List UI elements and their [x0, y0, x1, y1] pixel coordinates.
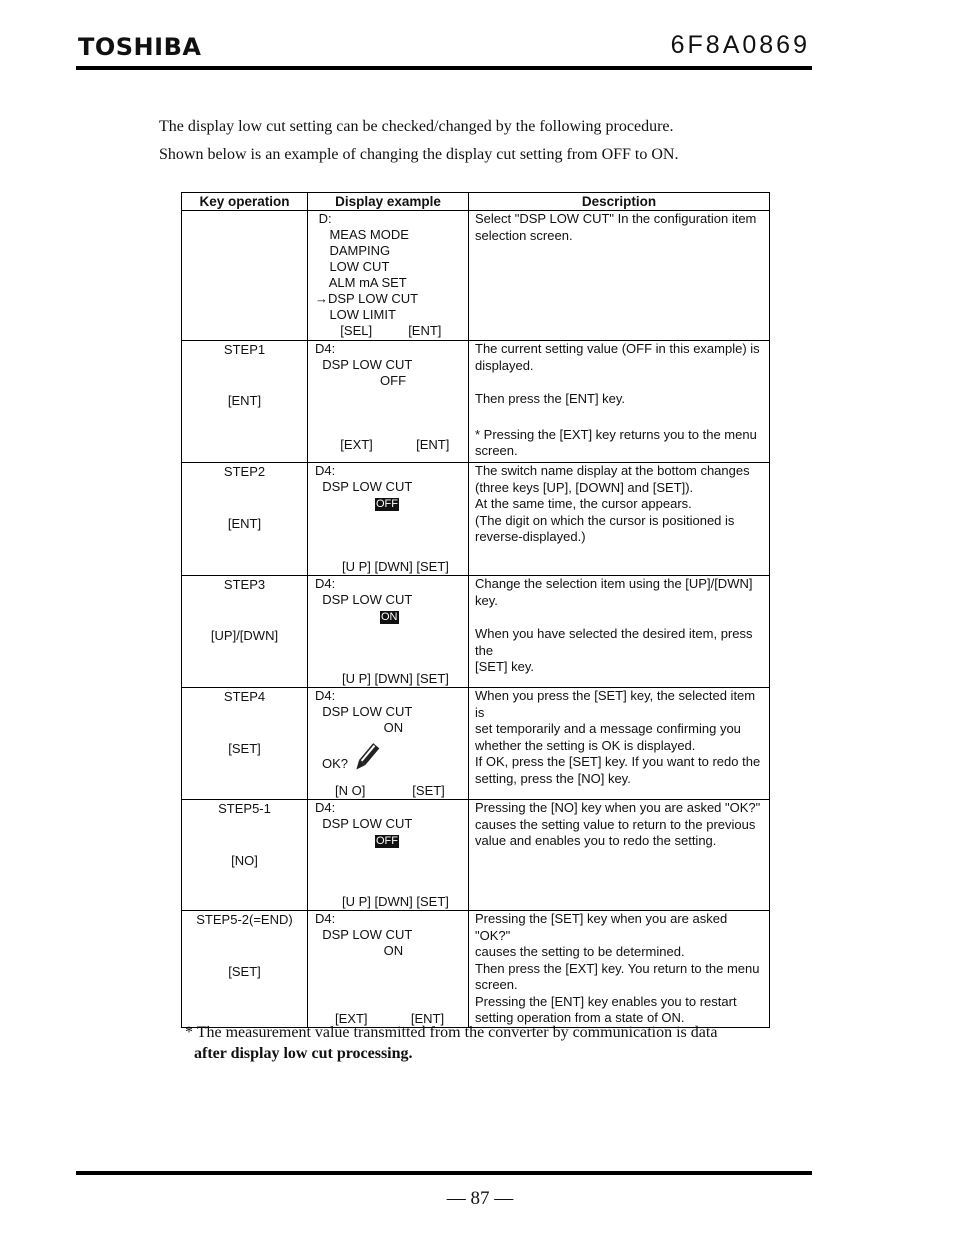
- display-line: D4:: [315, 800, 336, 815]
- footnote-line-1: * The measurement value transmitted from the converter by communication is data: [185, 1024, 718, 1041]
- display-line: DSP LOW CUT: [315, 704, 413, 719]
- key-name: [ENT]: [227, 393, 262, 408]
- display-blank: [315, 389, 468, 405]
- description-line: setting, press the [NO] key.: [475, 770, 631, 786]
- display-line: D4:: [315, 911, 336, 926]
- description-cell: [469, 341, 770, 463]
- description-line: value and enables you to redo the setting.: [475, 833, 717, 848]
- intro-line-2: Shown below is an example of changing the display cut setting from OFF to ON.: [159, 146, 679, 163]
- description-line: displayed.: [475, 357, 534, 373]
- document-number: 6F8A0869: [670, 31, 810, 59]
- description-cell: [469, 463, 770, 576]
- key-name: [SET]: [228, 964, 261, 979]
- display-softkeys: [N O] [SET]: [335, 783, 445, 798]
- display-example-cell: [308, 341, 469, 463]
- description-line: Pressing the [ENT] key enables you to restart: [475, 993, 737, 1009]
- display-softkeys: [EXT] [ENT]: [315, 437, 450, 452]
- description-spacer: [475, 408, 765, 427]
- display-line-selected: →DSP LOW CUT: [315, 291, 419, 306]
- key-operation-cell: [182, 911, 308, 1028]
- display-line: ALM mA SET: [315, 275, 407, 290]
- description-line: (The digit on which the cursor is positioned is: [475, 512, 735, 528]
- description-spacer: [475, 374, 765, 391]
- header-key-operation: Key operation: [182, 193, 308, 211]
- header-display-example: Display example: [308, 193, 469, 211]
- table-row: [182, 211, 770, 341]
- description-line: key.: [475, 592, 498, 608]
- display-value: ON: [315, 943, 404, 958]
- display-blank: [315, 421, 468, 437]
- description-line: screen.: [475, 977, 518, 992]
- key-operation-cell: [182, 688, 308, 800]
- display-line: D4:: [315, 463, 336, 478]
- display-example-cell: [308, 576, 469, 688]
- display-softkeys: [U P] [DWN] [SET]: [342, 894, 449, 909]
- key-name: [NO]: [231, 853, 258, 868]
- reverse-display-value: OFF: [376, 835, 398, 847]
- description-line: Then press the [ENT] key.: [475, 391, 626, 406]
- display-example-cell: [308, 911, 469, 1028]
- display-line: D4:: [315, 688, 336, 703]
- key-name: [UP]/[DWN]: [210, 628, 279, 643]
- step-label: STEP4: [223, 689, 266, 704]
- display-line: D4:: [315, 576, 336, 591]
- header-description: Description: [469, 193, 770, 211]
- display-line: DSP LOW CUT: [315, 816, 413, 831]
- procedure-table: [181, 192, 770, 1028]
- display-line: D4:: [315, 341, 336, 356]
- display-line: DAMPING: [315, 243, 391, 258]
- display-prompt: OK?: [322, 756, 349, 771]
- key-operation-cell: [182, 800, 308, 911]
- description-line: (three keys [UP], [DOWN] and [SET]).: [475, 479, 694, 495]
- description-line: When you press the [SET] key, the selected item is: [475, 688, 756, 720]
- step-label: STEP1: [223, 342, 266, 357]
- description-line: [SET] key.: [475, 659, 534, 674]
- key-operation-cell: [182, 576, 308, 688]
- key-operation-cell: [182, 211, 308, 341]
- description-line: Change the selection item using the [UP]/[DWN]: [475, 576, 753, 591]
- description-line: Pressing the [NO] key when you are asked "OK?": [475, 800, 761, 815]
- table-row: [182, 463, 770, 576]
- display-value: OFF: [315, 373, 407, 388]
- table-row: [182, 911, 770, 1028]
- table-row: [182, 341, 770, 463]
- description-line: set temporarily and a message confirming you: [475, 721, 741, 736]
- description-line: causes the setting to be determined.: [475, 944, 685, 959]
- description-line: selection screen.: [475, 227, 573, 243]
- description-line: If OK, press the [SET] key. If you want to redo the: [475, 754, 761, 769]
- display-line: DSP LOW CUT: [315, 927, 413, 942]
- key-name: [SET]: [228, 741, 261, 756]
- display-line: LOW LIMIT: [315, 307, 396, 322]
- step-label: STEP3: [223, 577, 266, 592]
- step-label: STEP5-2(=END): [196, 912, 293, 927]
- display-line: DSP LOW CUT: [315, 479, 413, 494]
- description-cell: [469, 800, 770, 911]
- description-line: setting operation from a state of ON.: [475, 1010, 685, 1025]
- table-header-row: [182, 193, 770, 211]
- description-spacer: [475, 609, 765, 626]
- brand-logo: TOSHIBA: [78, 33, 202, 61]
- display-softkeys: [EXT] [ENT]: [335, 1010, 445, 1026]
- description-line: Select "DSP LOW CUT" In the configuration item: [475, 211, 757, 226]
- reverse-display-value: ON: [381, 611, 398, 623]
- display-line: MEAS MODE: [315, 227, 409, 242]
- description-cell: [469, 911, 770, 1028]
- description-line: screen.: [475, 443, 518, 458]
- display-example-cell: [308, 211, 469, 341]
- description-cell: [469, 211, 770, 341]
- display-value: ON: [315, 720, 404, 735]
- description-line: whether the setting is OK is displayed.: [475, 737, 696, 753]
- display-example-cell: [308, 800, 469, 911]
- key-operation-cell: [182, 341, 308, 463]
- display-line: LOW CUT: [315, 259, 390, 274]
- pencil-icon: [348, 740, 384, 776]
- display-softkeys: [SEL] [ENT]: [315, 323, 442, 338]
- description-cell: [469, 688, 770, 800]
- description-line: At the same time, the cursor appears.: [475, 496, 692, 511]
- reverse-display-value: OFF: [376, 498, 398, 510]
- display-softkeys: [U P] [DWN] [SET]: [342, 671, 449, 686]
- display-line: DSP LOW CUT: [315, 357, 413, 372]
- key-operation-cell: [182, 463, 308, 576]
- display-line: DSP LOW CUT: [315, 592, 413, 607]
- description-line: The current setting value (OFF in this example) is: [475, 341, 760, 356]
- description-line: Pressing the [SET] key when you are asked "OK?": [475, 911, 728, 943]
- description-line: reverse-displayed.): [475, 529, 586, 544]
- display-blank: [315, 405, 468, 421]
- step-label: STEP5-1: [218, 801, 271, 816]
- key-name: [ENT]: [227, 516, 262, 531]
- description-line: The switch name display at the bottom changes: [475, 463, 750, 478]
- table-row: [182, 800, 770, 911]
- display-example-cell: [308, 688, 469, 800]
- description-cell: [469, 576, 770, 688]
- header-rule: [76, 66, 812, 70]
- step-label: STEP2: [223, 464, 266, 479]
- table-row: [182, 576, 770, 688]
- page-number: — 87 —: [446, 1188, 514, 1209]
- display-example-cell: [308, 463, 469, 576]
- description-line: causes the setting value to return to the previous: [475, 816, 756, 832]
- table-row: [182, 688, 770, 800]
- intro-line-1: The display low cut setting can be checked/changed by the following procedure.: [159, 118, 674, 135]
- description-line: Then press the [EXT] key. You return to the menu: [475, 960, 760, 976]
- description-line: * Pressing the [EXT] key returns you to the menu: [475, 426, 757, 442]
- display-softkeys: [U P] [DWN] [SET]: [342, 559, 449, 574]
- description-line: When you have selected the desired item, press the: [475, 626, 753, 658]
- display-line: D:: [315, 211, 332, 226]
- footnote-line-2: after display low cut processing.: [194, 1045, 413, 1062]
- footer-rule: [76, 1171, 812, 1175]
